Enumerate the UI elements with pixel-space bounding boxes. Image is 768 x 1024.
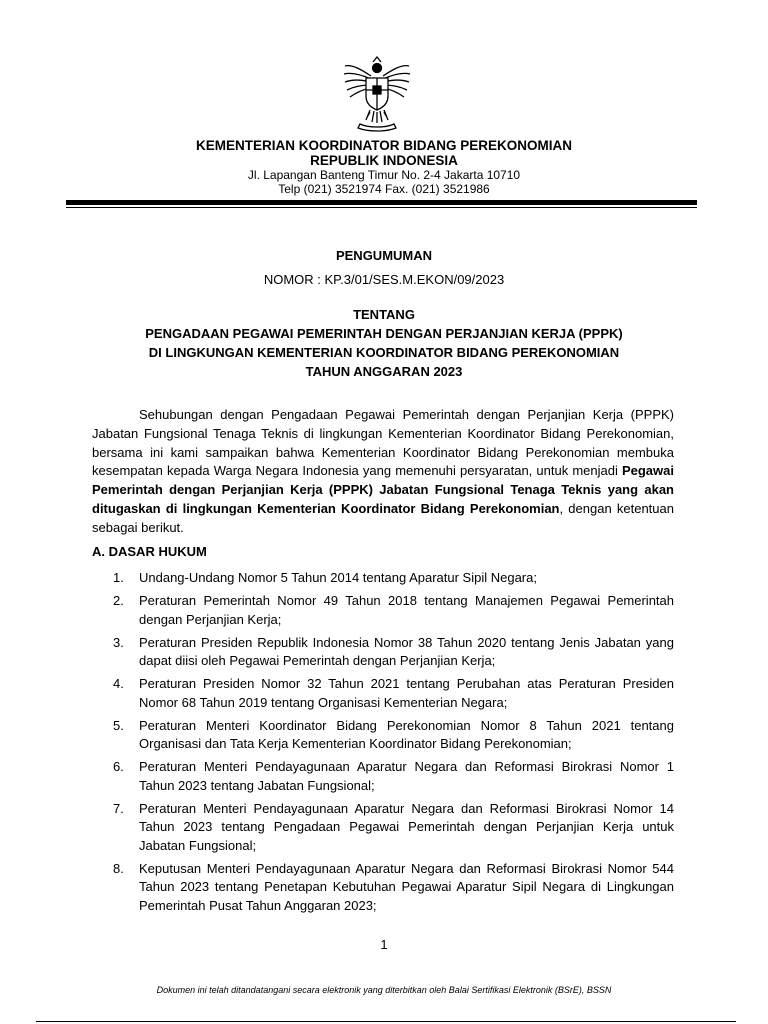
republic-name: REPUBLIK INDONESIA: [310, 153, 458, 168]
list-item-number: 7.: [113, 800, 124, 816]
list-item-text: Undang-Undang Nomor 5 Tahun 2014 tentang Aparatur Sipil Negara;: [139, 570, 537, 585]
list-item-number: 5.: [113, 717, 124, 733]
list-item: [113, 592, 674, 629]
intro-text-end: , dengan ketentuan sebagai berikut.: [92, 500, 674, 535]
subject-line: TAHUN ANGGARAN 2023: [305, 364, 463, 379]
intro-paragraph: [92, 406, 674, 538]
list-item-text: Peraturan Presiden Republik Indonesia Nomor 38 Tahun 2020 tentang Jenis Jabatan yang dapat diisi oleh Pegawai Pemerintah dengan Perjanjian Kerja;: [139, 634, 674, 668]
page-number: 1: [380, 937, 388, 952]
list-item: [113, 717, 674, 754]
footer-divider: [36, 1021, 736, 1022]
list-item: [113, 758, 674, 795]
list-item-number: 1.: [113, 570, 124, 585]
garuda-emblem-icon: [342, 56, 412, 132]
list-item-number: 4.: [113, 676, 124, 691]
subject-line: DI LINGKUNGAN KEMENTERIAN KOORDINATOR BIDANG PEREKONOMIAN: [148, 345, 620, 360]
ministry-address: Jl. Lapangan Banteng Timur No. 2-4 Jakarta 10710: [247, 168, 521, 182]
subject-line: TENTANG: [353, 307, 415, 322]
ministry-name: KEMENTERIAN KOORDINATOR BIDANG PEREKONOMIAN: [195, 138, 572, 153]
list-item-text: Peraturan Presiden Nomor 32 Tahun 2021 tentang Perubahan atas Peraturan Presiden Nomor 68 Tahun 2019 tentang Organisasi Kementerian Negara;: [139, 676, 674, 710]
intro-text-bold: Pegawai Pemerintah dengan Perjanjian Kerja (PPPK) Jabatan Fungsional Tenaga Teknis yang akan ditugaskan di lingkungan Kementerian Koordinator Bidang Perekonomian: [92, 463, 674, 516]
list-item-text: Peraturan Menteri Koordinator Bidang Perekonomian Nomor 8 Tahun 2021 tentang Organisasi dan Tata Kerja Kementerian Koordinator Bidang Perekonomian;: [139, 717, 674, 751]
announcement-title: PENGUMUMAN: [335, 248, 433, 263]
ministry-phone: Telp (021) 3521974 Fax. (021) 3521986: [278, 182, 490, 196]
list-item: [113, 675, 674, 712]
list-item-text: Peraturan Pemerintah Nomor 49 Tahun 2018 tentang Manajemen Pegawai Pemerintah dengan Perjanjian Kerja;: [139, 593, 674, 627]
list-item-text: Peraturan Menteri Pendayagunaan Aparatur Negara dan Reformasi Birokrasi Nomor 14 Tahun 2023 tentang Pengadaan Pegawai Pemerintah dengan Perjanjian Kerja untuk Jabatan Fungsional;: [139, 800, 674, 853]
announcement-subject: [0, 305, 768, 381]
section-a-heading: A. DASAR HUKUM: [92, 544, 207, 559]
list-item: [113, 860, 674, 916]
list-item-number: 3.: [113, 634, 124, 650]
letterhead: [0, 138, 768, 196]
subject-line: PENGADAAN PEGAWAI PEMERINTAH DENGAN PERJANJIAN KERJA (PPPK): [145, 326, 623, 341]
letterhead-divider-thin: [66, 207, 697, 208]
list-item-number: 2.: [113, 593, 124, 608]
intro-text-start: Sehubungan dengan Pengadaan Pegawai Pemerintah dengan Perjanjian Kerja (PPPK) Jabatan Fungsional Tenaga Teknis di lingkungan Kementerian Koordinator Bidang Perekonomian, bersama ini kami sampaikan bahwa Kementerian Koordinator Bidang Perekonomian membuka kesempatan kepada Warga Negara Indonesia yang memenuhi persyaratan, untuk menjadi: [92, 407, 674, 479]
esignature-footer-note: Dokumen ini telah ditandatangani secara elektronik yang diterbitkan oleh Balai Sertifikasi Elektronik (BSrE), BSSN: [156, 985, 612, 995]
legal-basis-list: [113, 569, 674, 920]
list-item: [113, 634, 674, 671]
list-item-number: 6.: [113, 759, 124, 774]
list-item: [113, 800, 674, 856]
list-item: [113, 569, 674, 588]
list-item-text: Keputusan Menteri Pendayagunaan Aparatur Negara dan Reformasi Birokrasi Nomor 544 Tahun 2023 tentang Penetapan Kebutuhan Pegawai Aparatur Sipil Negara di Lingkungan Pemerintah Pusat Tahun Anggaran 2023;: [139, 860, 674, 913]
letterhead-divider-thick: [66, 200, 697, 205]
list-item-number: 8.: [113, 860, 124, 876]
announcement-number: NOMOR : KP.3/01/SES.M.EKON/09/2023: [263, 272, 505, 287]
list-item-text: Peraturan Menteri Pendayagunaan Aparatur Negara dan Reformasi Birokrasi Nomor 1 Tahun 2023 tentang Jabatan Fungsional;: [139, 759, 674, 793]
